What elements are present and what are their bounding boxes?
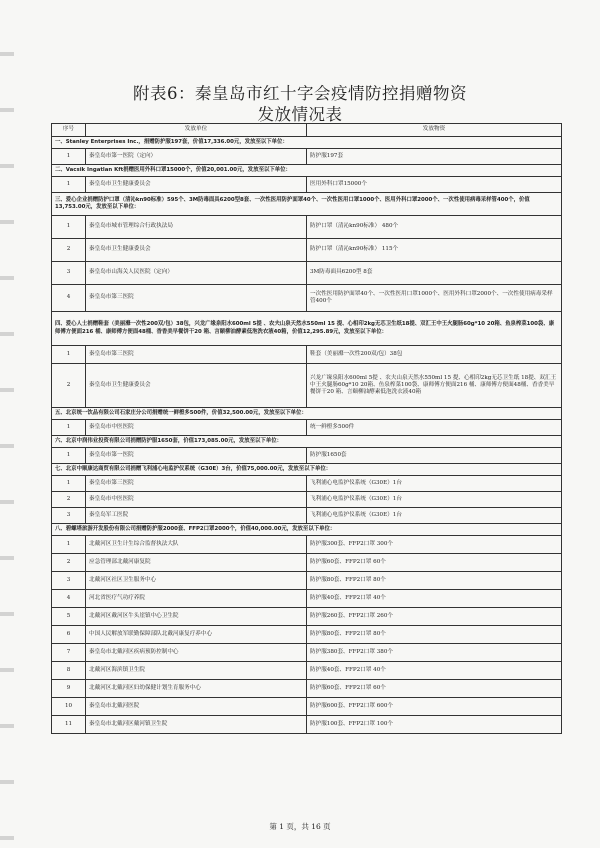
row-goods: 防护服80套、FFP2口罩 80个 (307, 572, 562, 590)
table-row (52, 216, 562, 239)
row-number: 2 (52, 554, 86, 572)
document-subtitle: 发放情况表 (257, 105, 343, 124)
row-unit: 秦皇岛市卫生健康委员会 (86, 239, 307, 262)
row-goods: 防护服260套、FFP2口罩 260个 (307, 608, 562, 626)
row-number: 1 (52, 476, 86, 492)
section-description: 八、碧螺塔旅游开发股份有限公司捐赠防护服2000套、FFP2口罩2000个，价值40,000.00元，发放至以下单位： (52, 524, 562, 536)
row-unit: 秦皇岛军工医院 (86, 508, 307, 524)
row-unit: 中国人民解放军联勤保障部队北戴河康复疗养中心 (86, 626, 307, 644)
row-number: 8 (52, 662, 86, 680)
table-row (52, 177, 562, 193)
table-row (52, 644, 562, 662)
page-footer: 第 1 页，共 16 页 (269, 822, 331, 831)
row-goods: 统一鲜橙多500件 (307, 420, 562, 436)
row-goods: 医用外科口罩15000个 (307, 177, 562, 193)
row-number: 5 (52, 608, 86, 626)
section-row (52, 436, 562, 448)
row-unit: 应急管理部北戴河康复院 (86, 554, 307, 572)
row-goods: 防护服40套、FFP2口罩 40个 (307, 662, 562, 680)
row-unit: 秦皇岛市卫生健康委员会 (86, 364, 307, 408)
table-row (52, 448, 562, 464)
row-goods: 飞利浦心电监护仪系统（G30E）1台 (307, 492, 562, 508)
row-goods: 防护服1650套 (307, 448, 562, 464)
header-no: 序号 (52, 124, 86, 137)
row-number: 10 (52, 698, 86, 716)
row-unit: 北戴河区戴河区牛头崖镇中心卫生院 (86, 608, 307, 626)
row-goods: 兴龙广缘泉阳水600ml 5提 、农夫山泉天然水550ml 15 提、心相印2kg无芯卫生纸 18提、双汇王中王火腿肠60g*10 20箱、鱼泉榨菜100袋、康师傅方便面216 桶、康师傅方便面48桶、香香美早餐饼干20 箱、言颐柳油酵素低泡洗衣液40箱 (307, 364, 562, 408)
row-number: 4 (52, 590, 86, 608)
row-number: 2 (52, 239, 86, 262)
row-unit: 秦皇岛市北戴河医院 (86, 698, 307, 716)
section-description: 一、Stanley Enterprises Inc.，捐赠防护服197套，价值17,336.00元，发放至以下单位： (52, 137, 562, 149)
row-goods: 飞利浦心电监护仪系统（G30E）1台 (307, 476, 562, 492)
row-unit: 河北省医疗气功疗养院 (86, 590, 307, 608)
row-unit: 北戴河区社区卫生服务中心 (86, 572, 307, 590)
section-description: 五、北京统一饮品有限公司石家庄分公司捐赠统一鲜橙多500件，价值32,500.00元，发放至以下单位： (52, 408, 562, 420)
section-row (52, 193, 562, 216)
donation-table (51, 123, 562, 734)
table-row (52, 262, 562, 285)
row-unit: 秦皇岛市第三医院 (86, 346, 307, 364)
row-goods: 防护服197套 (307, 149, 562, 165)
table-row (52, 626, 562, 644)
section-description: 二、Vacsik Ingatlan Kft捐赠医用外科口罩15000个，价值20,001.00元，发放至以下单位： (52, 165, 562, 177)
table-row (52, 476, 562, 492)
row-goods: 防护服380套、FFP2口罩 380个 (307, 644, 562, 662)
section-row (52, 524, 562, 536)
row-unit: 秦皇岛市第一医院（定向） (86, 149, 307, 165)
row-unit: 秦皇岛市第一医院 (86, 448, 307, 464)
table-row (52, 420, 562, 436)
row-goods: 鞋套（美丽滌一次性200双/包）38包 (307, 346, 562, 364)
section-row (52, 408, 562, 420)
row-goods: 防护口罩（清沁kn90标准） 480个 (307, 216, 562, 239)
row-unit: 秦皇岛市第三医院 (86, 476, 307, 492)
row-number: 3 (52, 262, 86, 285)
row-unit: 秦皇岛市卫生健康委员会 (86, 177, 307, 193)
row-unit: 秦皇岛市中医医院 (86, 492, 307, 508)
table-row (52, 536, 562, 554)
row-number: 9 (52, 680, 86, 698)
row-unit: 北戴河区卫生计生综合监督执法大队 (86, 536, 307, 554)
row-unit: 秦皇岛市北戴河区疾病预防控制中心 (86, 644, 307, 662)
table-body (52, 137, 562, 734)
row-goods: 防护服600套、FFP2口罩 600个 (307, 698, 562, 716)
row-number: 1 (52, 149, 86, 165)
table-row (52, 149, 562, 165)
row-goods: 飞利浦心电监护仪系统（G30E）1台 (307, 508, 562, 524)
row-number: 4 (52, 285, 86, 312)
row-number: 1 (52, 448, 86, 464)
row-number: 6 (52, 626, 86, 644)
table-row (52, 572, 562, 590)
row-goods: 防护服80套、FFP2口罩 80个 (307, 626, 562, 644)
table-row (52, 590, 562, 608)
table-row (52, 608, 562, 626)
table-row (52, 698, 562, 716)
row-unit: 秦皇岛市中医医院 (86, 420, 307, 436)
table-row (52, 364, 562, 408)
table-row (52, 346, 562, 364)
row-number: 2 (52, 492, 86, 508)
table-row (52, 492, 562, 508)
table-row (52, 662, 562, 680)
table-row (52, 239, 562, 262)
row-unit: 秦皇岛市北戴河区戴河镇卫生院 (86, 716, 307, 734)
section-row (52, 312, 562, 346)
row-number: 3 (52, 572, 86, 590)
row-unit: 秦皇岛市城市管理综合行政执法局 (86, 216, 307, 239)
section-row (52, 137, 562, 149)
section-description: 三、爱心企业捐赠防护口罩（清沁kn90标准）595个、3M防毒面具6200型8套、一次性医用防护面罩40个、一次性医用口罩1000个、医用外科口罩2000个、一次性使用病毒采样管400个，价值13,753.00元，发放至以下单位： (52, 193, 562, 216)
row-number: 11 (52, 716, 86, 734)
row-goods: 防护服40套、FFP2口罩 40个 (307, 590, 562, 608)
header-goods: 发放物资 (307, 124, 562, 137)
section-row (52, 464, 562, 476)
row-number: 2 (52, 364, 86, 408)
row-unit: 秦皇岛市第三医院 (86, 285, 307, 312)
section-description: 四、爱心人士捐赠鞋套（美丽滌一次性200双/包）38包，兴龙广缘泉阳水600ml 5提 、农夫山泉天然水550ml 15 提、心相印2kg无芯卫生纸18提、双汇王中王火腿肠60g*10 20箱、鱼泉榨菜100袋、康师傅方便面216 桶、康师傅方便面48桶、香香美早餐饼干20 箱、言颐柳油酵素低泡洗衣液40箱，价值12,295.89元，发放至以下单位： (52, 312, 562, 346)
row-goods: 防护服60套、FFP2口罩 60个 (307, 680, 562, 698)
section-description: 六、北京中润伟业投资有限公司捐赠防护服1650套，价值173,085.00元，发放至以下单位： (52, 436, 562, 448)
row-goods: 防护服300套、FFP2口罩 300个 (307, 536, 562, 554)
table-row (52, 716, 562, 734)
binding-edge (0, 0, 14, 848)
row-goods: 3M防毒面具6200型 8套 (307, 262, 562, 285)
row-goods: 防护口罩（清沁kn90标准） 115个 (307, 239, 562, 262)
row-goods: 一次性医用防护面罩40个、一次性医用口罩1000个、医用外科口罩2000个、一次性使用病毒采样管400个 (307, 285, 562, 312)
row-unit: 北戴河区海滨镇卫生院 (86, 662, 307, 680)
section-description: 七、北京中顺康达商贸有限公司捐赠飞利浦心电监护仪系统（G30E）3台，价值75,000.00元，发放至以下单位： (52, 464, 562, 476)
row-goods: 防护服60套、FFP2口罩 60个 (307, 554, 562, 572)
table-row (52, 680, 562, 698)
row-unit: 秦皇岛市山海关人民医院（定向） (86, 262, 307, 285)
table-row (52, 285, 562, 312)
header-unit: 发放单位 (86, 124, 307, 137)
section-row (52, 165, 562, 177)
row-number: 1 (52, 420, 86, 436)
row-goods: 防护服100套、FFP2口罩 100个 (307, 716, 562, 734)
document-title: 附表6：秦皇岛市红十字会疫情防控捐赠物资 (133, 84, 467, 103)
table-row (52, 508, 562, 524)
table-row (52, 554, 562, 572)
row-number: 1 (52, 216, 86, 239)
table-header-row (52, 124, 562, 137)
row-number: 3 (52, 508, 86, 524)
row-number: 1 (52, 346, 86, 364)
row-number: 1 (52, 177, 86, 193)
row-number: 7 (52, 644, 86, 662)
row-unit: 北戴河区北戴河区妇幼保健计划生育服务中心 (86, 680, 307, 698)
row-number: 1 (52, 536, 86, 554)
